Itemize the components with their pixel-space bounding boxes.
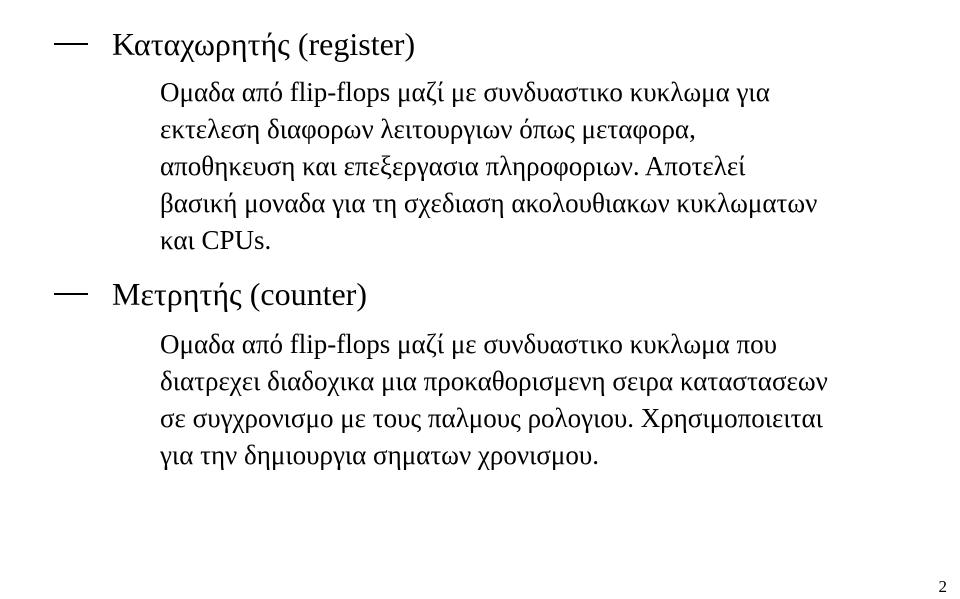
register-line-2: εκτελεση διαφορων λειτουργιων όπως μεταφορα, — [160, 114, 696, 144]
register-section — [0, 22, 960, 255]
counter-description — [160, 326, 828, 474]
counter-line-3: σε συγχρονισμο με τους παλμους ρολογιου. Χρησιμοποιειται — [160, 403, 823, 433]
dash-bullet-icon — [54, 43, 88, 45]
counter-line-1: Ομαδα από flip-flops μαζί με συνδυαστικο κυκλωμα που — [160, 329, 777, 359]
register-description — [160, 74, 817, 259]
register-line-1: Ομαδα από flip-flops μαζί με συνδυαστικο κυκλωμα για — [160, 77, 770, 107]
counter-line-2: διατρεχει διαδοχικα μια προκαθορισμενη σειρα καταστασεων — [160, 366, 828, 396]
page-number: 2 — [938, 577, 947, 596]
register-heading: Καταχωρητής (register) — [112, 26, 416, 62]
counter-section — [0, 272, 960, 470]
dash-bullet-icon — [54, 293, 88, 295]
counter-heading: Μετρητής (counter) — [112, 276, 367, 312]
register-line-5: και CPUs. — [160, 225, 272, 255]
counter-line-4: για την δημιουργια σηματων χρονισμου. — [160, 440, 599, 470]
register-bullet — [0, 22, 960, 66]
counter-bullet — [0, 272, 960, 316]
register-line-4: βασική μοναδα για τη σχεδιαση ακολουθιακων κυκλωματων — [160, 188, 818, 218]
register-line-3: αποθηκευση και επεξεργασια πληροφοριων. Αποτελεί — [160, 151, 746, 181]
